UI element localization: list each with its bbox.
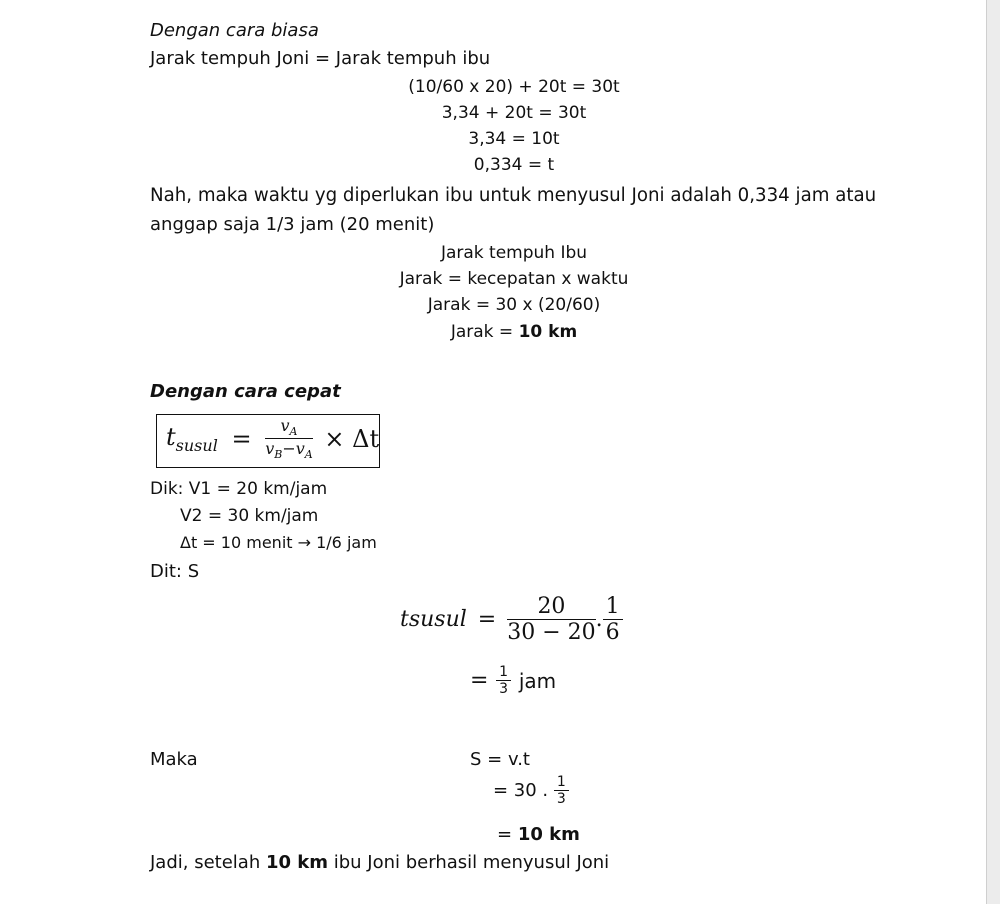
- paragraph-line-1: Nah, maka waktu yg diperlukan ibu untuk menyusul Joni adalah 0,334 jam atau: [150, 185, 877, 206]
- equation-3: 3,34 = 10t: [468, 129, 560, 149]
- formula-lhs: $t_{susul}$: [166, 422, 218, 455]
- distance-result-prefix: Jarak =: [450, 322, 519, 342]
- distance-result: [364, 322, 664, 342]
- tsusul-result-fraction: [496, 664, 511, 697]
- given-v1: Dik: V1 = 20 km/jam: [150, 479, 328, 499]
- page-edge: [986, 0, 1000, 904]
- tsusul-calculation: [400, 594, 623, 658]
- formula: [166, 416, 379, 466]
- asked-line: Dit: S: [150, 561, 200, 582]
- s-step-num: 1: [554, 774, 569, 791]
- maka-label: Maka: [150, 749, 198, 770]
- equation-4: 0,334 = t: [473, 155, 555, 175]
- distance-calc: Jarak = 30 x (20/60): [427, 295, 601, 315]
- s-step-den: 3: [556, 791, 566, 807]
- s-result-prefix: =: [497, 824, 518, 845]
- tsusul-fraction-1-num: 20: [507, 594, 595, 620]
- conclusion-suffix: ibu Joni berhasil menyusul Joni: [328, 852, 610, 873]
- tsusul-result: [470, 664, 556, 710]
- s-formula: S = v.t: [470, 749, 530, 770]
- s-result-value: 10 km: [517, 824, 580, 845]
- conclusion-bold: 10 km: [265, 852, 329, 873]
- tsusul-result-num: 1: [496, 664, 511, 681]
- tsusul-result-equals: =: [470, 668, 489, 693]
- tsusul-result-unit: jam: [518, 668, 557, 693]
- conclusion-prefix: Jadi, setelah: [150, 852, 266, 873]
- tsusul-fraction-2-den: 6: [605, 620, 620, 645]
- formula-equals: =: [231, 424, 252, 453]
- s-step-fraction: [554, 774, 569, 807]
- given-v2: V2 = 30 km/jam: [180, 506, 319, 526]
- distance-formula: Jarak = kecepatan x waktu: [399, 269, 629, 289]
- s-step: [493, 774, 569, 820]
- s-result: [497, 824, 580, 845]
- paragraph-line-2: anggap saja 1/3 jam (20 menit): [150, 214, 435, 235]
- tsusul-fraction-2: [603, 594, 623, 645]
- distance-title: Jarak tempuh Ibu: [440, 243, 588, 263]
- formula-numerator: $v_A$: [265, 416, 313, 439]
- tsusul-dot: .: [595, 607, 603, 632]
- tsusul-fraction-2-num: 1: [603, 594, 623, 620]
- equation-2: 3,34 + 20t = 30t: [441, 103, 587, 123]
- tsusul-result-den: 3: [499, 681, 509, 697]
- formula-fraction: [265, 416, 313, 461]
- heading-cara-biasa: Dengan cara biasa: [150, 20, 319, 41]
- heading-cara-cepat: Dengan cara cepat: [150, 381, 341, 402]
- s-step-prefix: = 30 .: [493, 780, 549, 801]
- tsusul-equals: =: [477, 607, 497, 632]
- tsusul-fraction-1: [507, 594, 595, 645]
- tsusul-fraction-1-den: 30 − 20: [507, 620, 596, 645]
- distance-result-value: 10 km: [518, 322, 578, 342]
- conclusion: [150, 852, 609, 873]
- equation-1: (10/60 x 20) + 20t = 30t: [408, 77, 620, 97]
- formula-times-dt: × Δt: [324, 424, 380, 453]
- formula-denominator: $v_B-v_A$: [265, 439, 313, 462]
- tsusul-label: tsusul: [400, 607, 467, 632]
- given-delta-t: Δt = 10 menit → 1/6 jam: [180, 533, 377, 552]
- statement-line: Jarak tempuh Joni = Jarak tempuh ibu: [150, 48, 491, 69]
